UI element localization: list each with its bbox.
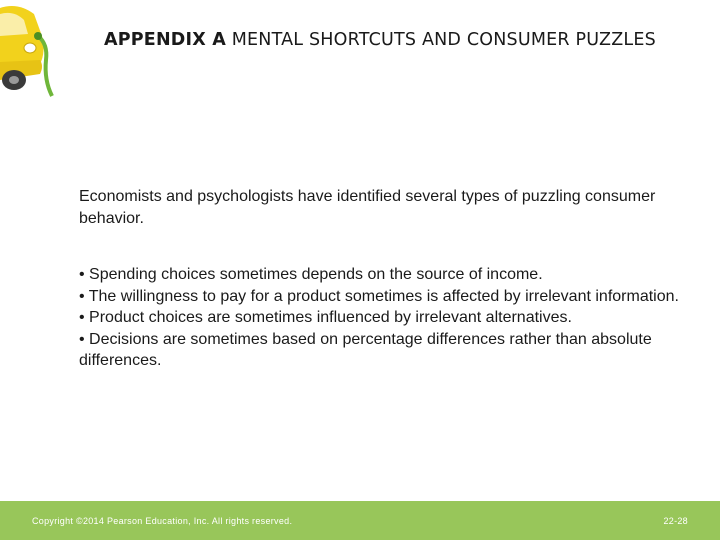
bullet-item: • The willingness to pay for a product sometimes is affected by irrelevant information.	[79, 287, 679, 305]
slide-title-rest: MENTAL SHORTCUTS AND CONSUMER PUZZLES	[225, 30, 656, 50]
bullet-item: • Decisions are sometimes based on percentage differences rather than absolute differences.	[79, 330, 652, 370]
page-number: 22-28	[663, 516, 688, 526]
intro-paragraph: Economists and psychologists have identified several types of puzzling consumer behavior.	[79, 188, 656, 227]
electric-car-icon	[0, 0, 56, 97]
slide-title-bold: APPENDIX A	[104, 30, 226, 50]
bullet-list	[79, 264, 679, 372]
car-charging-image	[0, 0, 56, 97]
bullet-item: • Spending choices sometimes depends on the source of income.	[79, 266, 543, 283]
slide-title	[104, 28, 664, 52]
copyright-text: Copyright ©2014 Pearson Education, Inc. All rights reserved.	[32, 516, 293, 526]
bullet-item: • Product choices are sometimes influenced by irrelevant alternatives.	[79, 309, 572, 327]
footer-bar	[0, 501, 720, 540]
